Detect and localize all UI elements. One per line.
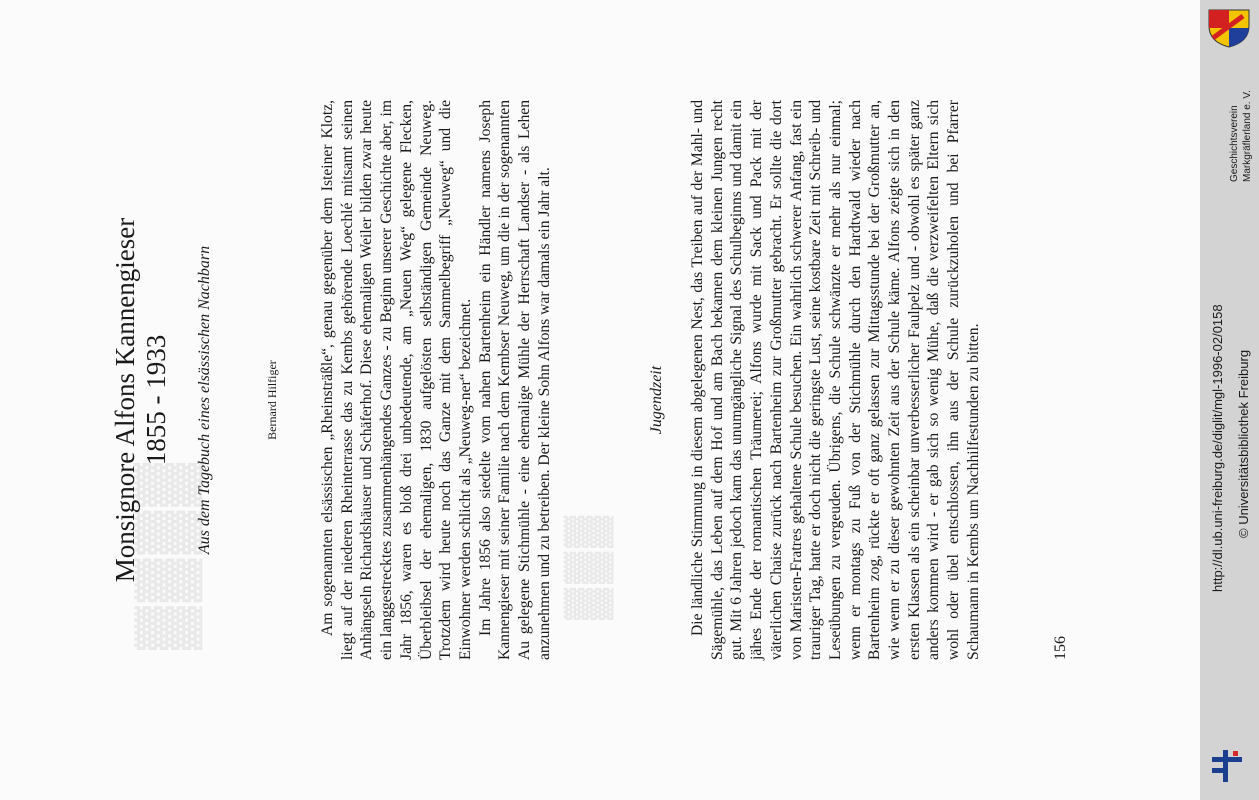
bleed-through-shadow: ▓▓▓▓ xyxy=(131,459,197,650)
permalink-url[interactable]: http://dl.ub.uni-freiburg.de/diglit/mgl-1996-02/0158 xyxy=(1210,304,1225,592)
section-heading: Jugendzeit xyxy=(648,365,665,435)
copyright-notice: © Universitätsbibliothek Freiburg xyxy=(1236,349,1251,538)
society-suffix: Markgräflerland e. V. xyxy=(1242,90,1253,182)
ub-freiburg-logo-icon xyxy=(1209,748,1245,784)
paragraph: Am sogenannten elsässischen „Rheinsträßle“, genau gegenüber dem Isteiner Klotz, liegt auf der niederen Rheinterrasse das zu Kembs gehörende Loechlé mitsamt seinen Anhängseln Richardshäuser und Schäferhof. Diese ehemaligen Weiler bilden zwar heute ein langgestrecktes zusammenhängendes Ganzes - zu Beginn unserer Geschichte aber, im Jahr 1856, waren es bloß drei unbedeutende, am „Neuen Weg“ gelegene Flecken, Überbleibsel der ehemaligen, 1830 aufgelösten selbständigen Gemeinde Neuweg. Trotzdem wird heute noch das Ganze mit dem Sammelbegriff „Neuweg“ und die Einwohner werden schlicht als „Neuweg-ner“ bezeichnet. xyxy=(319,100,474,660)
section-jugendzeit xyxy=(688,100,984,660)
bleed-through-shadow: ▓▓▓ xyxy=(561,511,610,620)
page-number: 156 xyxy=(1052,636,1069,660)
paragraph: Im Jahre 1856 also siedelte vom nahen Bartenheim ein Händler namens Joseph Kannengieser mit seiner Familie nach dem Kembser Neuweg, um die in der sogenannten Au gelegene Stichmühle - eine ehemalige Mühle der Herrschaft Landser - als Lehen anzunehmen und zu betreiben. Der kleine Sohn Alfons war damals ein Jahr alt. xyxy=(476,100,553,660)
article-subtitle: Aus dem Tagebuch eines elsässischen Nachbarn xyxy=(196,245,213,555)
paragraph: Die ländliche Stimmung in diesem abgelegenen Nest, das Treiben auf der Mahl- und Sägemühle, das Leben auf dem Hof und am Bach bekamen dem kleinen Jungen recht gut. Mit 6 Jahren jedoch kam das unumgängliche Signal des Schulbeginns und damit ein jähes Ende der romantischen Träumerei; Alfons wurde mit Sack und Pack mit der väterlichen Chaise zurück nach Bartenheim zur Großmutter gebracht. Er sollte die dort von Maristen-Fratres gehaltene Schule besuchen. Ein wahrlich schwerer Anfang, fast ein trauriger Tag, hatte er doch nicht die geringste Lust, seine kostbare Zeit mit Schreib- und Leseübungen zu vergeuden. Übrigens, die Schule schwänzte er mehr als nur einmal; wenn er montags zu Fuß von der Stichmühle durch den Hardtwald wieder nach Bartenheim zog, rückte er oft ganz gelassen zur Mittagsstunde bei der Großmutter an, wie wenn er zu dieser gewohnten Zeit aus der Schule käme. Alfons zeigte sich in den ersten Klassen als ein scheinbar unverbesserlicher Faulpelz und - obwohl es später ganz anders kommen wird - er gab sich so wenig Mühe, daß die verzweifelten Eltern sich wohl oder übel entschlossen, ihn aus der Schule zurückzuholen und bei Pfarrer Schaumann in Kembs um Nachhilfestunden zu bitten. xyxy=(689,100,982,660)
coat-of-arms-icon xyxy=(1207,8,1251,48)
article-title: Monsignore Alfons Kannengieser xyxy=(110,217,140,583)
article-years: 1855 - 1933 xyxy=(141,334,171,466)
society-name: Geschichtsverein xyxy=(1229,105,1240,182)
article-author: Bernard Hilfiger xyxy=(265,360,279,440)
section-intro xyxy=(318,100,554,660)
